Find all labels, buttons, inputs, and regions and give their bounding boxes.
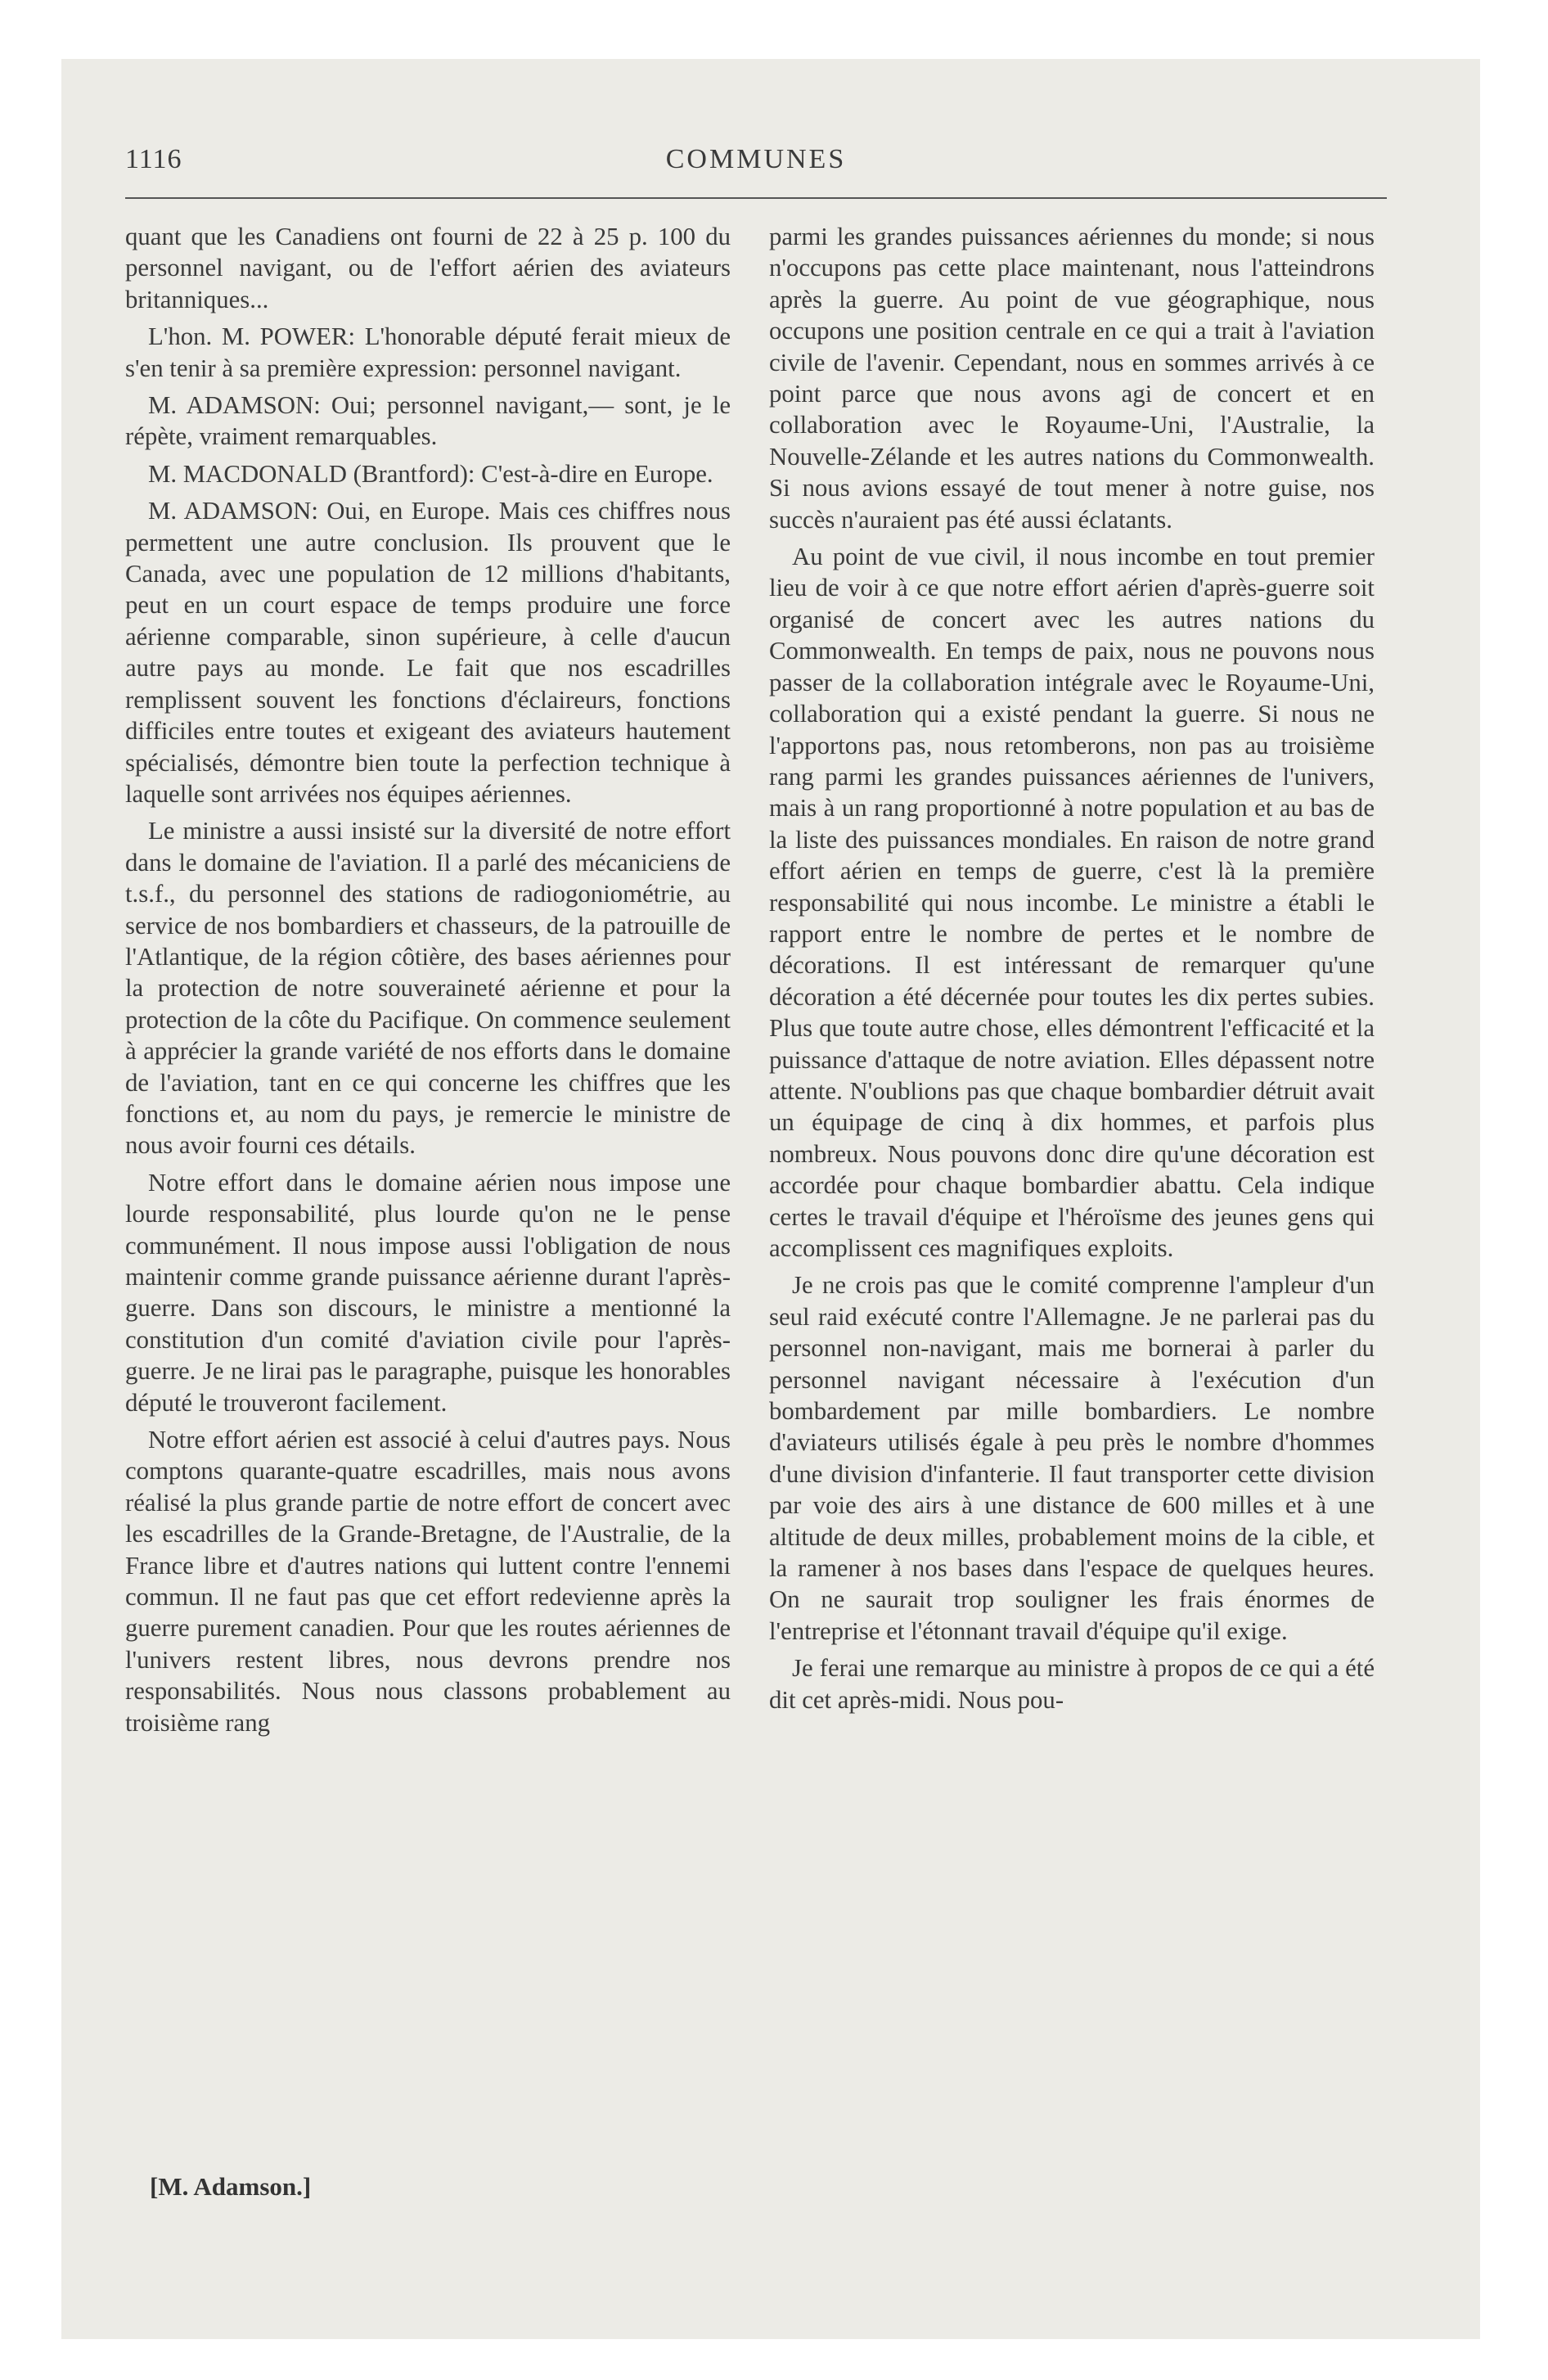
paragraph: Le ministre a aussi insisté sur la diversité de notre effort dans le domaine de l'aviation. Il a parlé des mécaniciens de t.s.f., du personnel des stations de radiogoniométrie, au service de nos bombardiers et chasseurs, de la patrouille de l'Atlantique, de la région côtière, des bases aériennes pour la protection de notre souveraineté aérienne et pour la protection de la côte du Pacifique. On commence seulement à apprécier la grande variété de nos efforts dans le domaine de l'aviation, tant en ce qui concerne les chiffres que les fonctions et, au nom du pays, je remercie le ministre de nous avoir fourni ces détails. xyxy=(125,817,731,1160)
paragraph: quant que les Canadiens ont fourni de 22 à 25 p. 100 du personnel navigant, ou de l'effort aérien des aviateurs britanniques... xyxy=(125,223,731,313)
paragraph: M. ADAMSON: Oui, en Europe. Mais ces chiffres nous permettent une autre conclusion. Ils prouvent que le Canada, avec une population de 12 millions d'habitants, peut en un court espace de temps produire une force aérienne comparable, sinon supérieure, à celle d'aucun autre pays au monde. Le fait que nos escadrilles remplissent souvent les fonctions d'éclaireurs, fonctions difficiles entre toutes et exigeant des aviateurs hautement spécialisés, démontre bien toute la perfection technique à laquelle sont arrivées nos équipes aériennes. xyxy=(125,497,731,808)
right-column xyxy=(769,221,1375,1721)
paragraph: Notre effort aérien est associé à celui d'autres pays. Nous comptons quarante-quatre escadrilles, mais nous avons réalisé la plus grande partie de notre effort de concert avec les escadrilles de la Grande-Bretagne, de l'Australie, de la France libre et d'autres nations qui luttent contre l'ennemi commun. Il ne faut pas que cet effort redevienne après la guerre purement canadien. Pour que les routes aériennes de l'univers restent libres, nous devrons prendre nos responsabilités. Nous nous classons probablement au troisième rang xyxy=(125,1426,731,1737)
paragraph: L'hon. M. POWER: L'honorable député ferait mieux de s'en tenir à sa première expression: personnel navigant. xyxy=(125,322,731,382)
running-head: COMMUNES xyxy=(665,144,847,174)
paragraph: Au point de vue civil, il nous incombe en tout premier lieu de voir à ce que notre effort aérien d'après-guerre soit organisé de concert avec les autres nations du Commonwealth. En temps de paix, nous ne pouvons nous passer de la collaboration intégrale avec le Royaume-Uni, collaboration qui a existé pendant la guerre. Si nous ne l'apportons pas, nous retomberons, non pas au troisième rang parmi les grandes puissances aériennes de l'univers, mais à un rang proportionné à notre population et au bas de la liste des puissances mondiales. En raison de notre grand effort aérien en temps de guerre, c'est là la première responsabilité qui nous incombe. Le ministre a établi le rapport entre le nombre de pertes et le nombre de décorations. Il est intéressant de remarquer qu'une décoration a été décernée pour toutes les dix pertes subies. Plus que toute autre chose, elles démontrent l'efficacité et la puissance d'attaque de notre aviation. Elles dépassent notre attente. N'oublions pas que chaque bombardier détruit avait un équipage de cinq à dix hommes, et parfois plus nombreux. Nous pouvons donc dire qu'une décoration est accordée pour chaque bombardier abattu. Cela indique certes le travail d'équipe et l'héroïsme des jeunes gens qui accomplissent ces magnifiques exploits. xyxy=(769,543,1375,1262)
paragraph: M. MACDONALD (Brantford): C'est-à-dire en Europe. xyxy=(148,459,713,488)
paragraph: Je ne crois pas que le comité comprenne l'ampleur d'un seul raid exécuté contre l'Allemagne. Je ne parlerai pas du personnel non-navigant, mais me bornerai à parler du personnel navigant nécessaire à l'exécution d'un bombardement par mille bombardiers. Le nombre d'aviateurs utilisés égale à peu près le nombre d'hommes d'une division d'infanterie. Il faut transporter cette division par voie des airs à une distance de 600 milles et à une altitude de deux milles, probablement moins de la cible, et la ramener à nos bases dans l'espace de quelques heures. On ne saurait trop souligner les frais énormes de l'entreprise et l'étonnant travail d'équipe qu'il exige. xyxy=(769,1271,1375,1645)
page-number: 1116 xyxy=(125,144,182,174)
speaker-footer: [M. Adamson.] xyxy=(150,2172,312,2201)
paragraph: parmi les grandes puissances aériennes du monde; si nous n'occupons pas cette place maintenant, nous l'atteindrons après la guerre. Au point de vue géographique, nous occupons une position centrale en ce qui a trait à l'aviation civile de l'avenir. Cependant, nous en sommes arrivés à ce point parce que nous avons agi de concert et en collaboration avec le Royaume-Uni, l'Australie, la Nouvelle-Zélande et les autres nations du Commonwealth. Si nous avions essayé de tout mener à notre guise, nos succès n'auraient pas été aussi éclatants. xyxy=(769,223,1375,534)
paragraph: Je ferai une remarque au ministre à propos de ce qui a été dit cet après-midi. Nous pou- xyxy=(769,1654,1375,1714)
paragraph: M. ADAMSON: Oui; personnel navigant,— sont, je le répète, vraiment remarquables. xyxy=(125,391,731,451)
left-column xyxy=(125,221,731,1744)
header-rule xyxy=(125,197,1387,199)
page-header xyxy=(125,144,1387,185)
paragraph: Notre effort dans le domaine aérien nous impose une lourde responsabilité, plus lourde qu'on ne le pense communément. Il nous impose aussi l'obligation de nous maintenir comme grande puissance aérienne durant l'après-guerre. Dans son discours, le ministre a mentionné la constitution d'un comité d'aviation civile pour l'après-guerre. Je ne lirai pas le paragraphe, puisque les honorables député le trouveront facilement. xyxy=(125,1168,731,1417)
